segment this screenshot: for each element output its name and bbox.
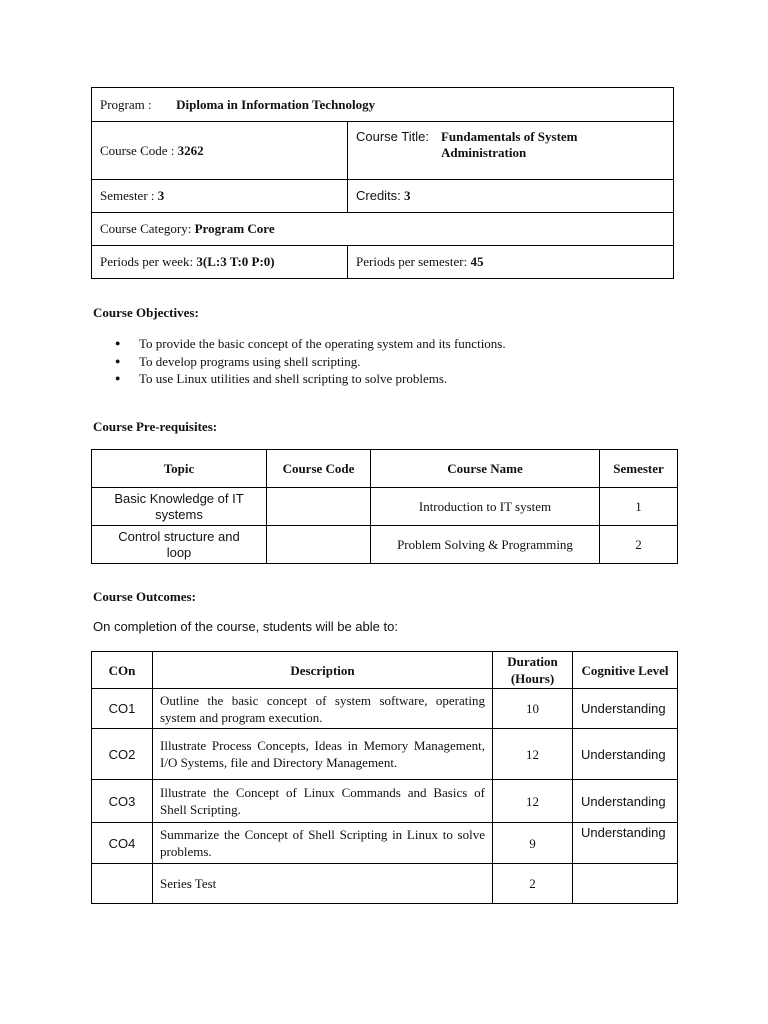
name-cell: Problem Solving & Programming	[371, 526, 600, 564]
course-code-value: 3262	[177, 142, 204, 158]
course-title-value: Fundamentals of System Administration	[440, 129, 578, 160]
topic-cell: Basic Knowledge of IT systems	[92, 488, 267, 526]
category-value: Program Core	[194, 221, 275, 236]
level-cell: Understanding	[573, 780, 678, 823]
description-cell: Series Test	[153, 864, 493, 904]
level-cell: Understanding	[573, 729, 678, 780]
periods-week-cell	[92, 246, 348, 279]
level-cell: Understanding	[573, 823, 678, 864]
periods-semester-value: 45	[470, 254, 484, 269]
semester-cell	[92, 180, 348, 213]
co-cell: CO4	[92, 823, 153, 864]
co-cell	[92, 864, 153, 904]
hours-cell: 2	[493, 864, 573, 904]
table-row	[92, 526, 678, 564]
bullet-icon: ●	[115, 355, 121, 366]
column-header: Duration (Hours)	[493, 652, 573, 689]
hours-cell: 9	[493, 823, 573, 864]
periods-week-value: 3(L:3 T:0 P:0)	[196, 254, 275, 269]
bullet-icon: ●	[115, 373, 121, 383]
table-row	[92, 823, 678, 864]
co-cell: CO3	[92, 780, 153, 823]
program-value: Diploma in Information Technology	[176, 96, 376, 112]
course-code-cell	[92, 122, 348, 180]
outcomes-intro: On completion of the course, students will be able to:	[93, 619, 398, 634]
table-row	[92, 864, 678, 904]
column-header: Topic	[92, 450, 267, 488]
level-cell	[573, 864, 678, 904]
credits-label: Credits:	[356, 188, 401, 203]
description-cell: Outline the basic concept of system software, operating system and program execution.	[153, 689, 493, 729]
description-cell: Summarize the Concept of Shell Scripting in Linux to solve problems.	[153, 823, 493, 864]
co-cell: CO1	[92, 689, 153, 729]
column-header: Course Name	[371, 450, 600, 488]
table-row	[92, 729, 678, 780]
column-header: Semester	[600, 450, 678, 488]
outcomes-heading: Course Outcomes:	[93, 589, 196, 604]
bullet-icon: ●	[115, 338, 121, 348]
periods-semester-cell	[348, 246, 674, 279]
prerequisites-table	[91, 449, 678, 564]
category-cell	[92, 213, 674, 246]
hours-cell: 10	[493, 689, 573, 729]
table-row	[92, 689, 678, 729]
semester-label: Semester :	[100, 188, 155, 203]
semester-value: 3	[157, 188, 165, 203]
hours-cell: 12	[493, 729, 573, 780]
outcomes-table	[91, 651, 678, 904]
credits-cell	[348, 180, 674, 213]
objectives-heading: Course Objectives:	[93, 305, 199, 320]
semester-cell: 1	[600, 488, 678, 526]
program-cell	[92, 88, 674, 122]
course-code-label: Course Code :	[100, 142, 175, 158]
topic-cell: Control structure and loop	[92, 526, 267, 564]
semester-cell: 2	[600, 526, 678, 564]
course-title-cell	[348, 122, 674, 180]
table-row	[92, 780, 678, 823]
hours-cell: 12	[493, 780, 573, 823]
description-cell: Illustrate Process Concepts, Ideas in Memory Management, I/O Systems, file and Directory Management.	[153, 729, 493, 780]
level-cell: Understanding	[573, 689, 678, 729]
co-cell: CO2	[92, 729, 153, 780]
course-title-label: Course Title:	[356, 129, 429, 144]
prerequisites-heading: Course Pre-requisites:	[93, 419, 218, 434]
table-row	[92, 488, 678, 526]
column-header: Cognitive Level	[573, 652, 678, 689]
list-item: ● To provide the basic concept of the operating system and its functions.	[115, 336, 506, 351]
column-header: Course Code	[267, 450, 371, 488]
category-label: Course Category:	[100, 221, 192, 236]
credits-value: 3	[404, 188, 411, 203]
periods-semester-label: Periods per semester:	[356, 254, 468, 269]
list-item: ● To use Linux utilities and shell scripting to solve problems.	[115, 371, 448, 386]
periods-week-label: Periods per week:	[100, 254, 194, 269]
program-label: Program :	[100, 96, 152, 112]
objectives-list	[115, 335, 506, 388]
description-cell: Illustrate the Concept of Linux Commands and Basics of Shell Scripting.	[153, 780, 493, 823]
name-cell: Introduction to IT system	[371, 488, 600, 526]
column-header: Description	[153, 652, 493, 689]
code-cell	[267, 488, 371, 526]
column-header: COn	[92, 652, 153, 689]
course-info-table	[91, 87, 674, 279]
list-item: ● To develop programs using shell scripting.	[115, 353, 361, 369]
code-cell	[267, 526, 371, 564]
